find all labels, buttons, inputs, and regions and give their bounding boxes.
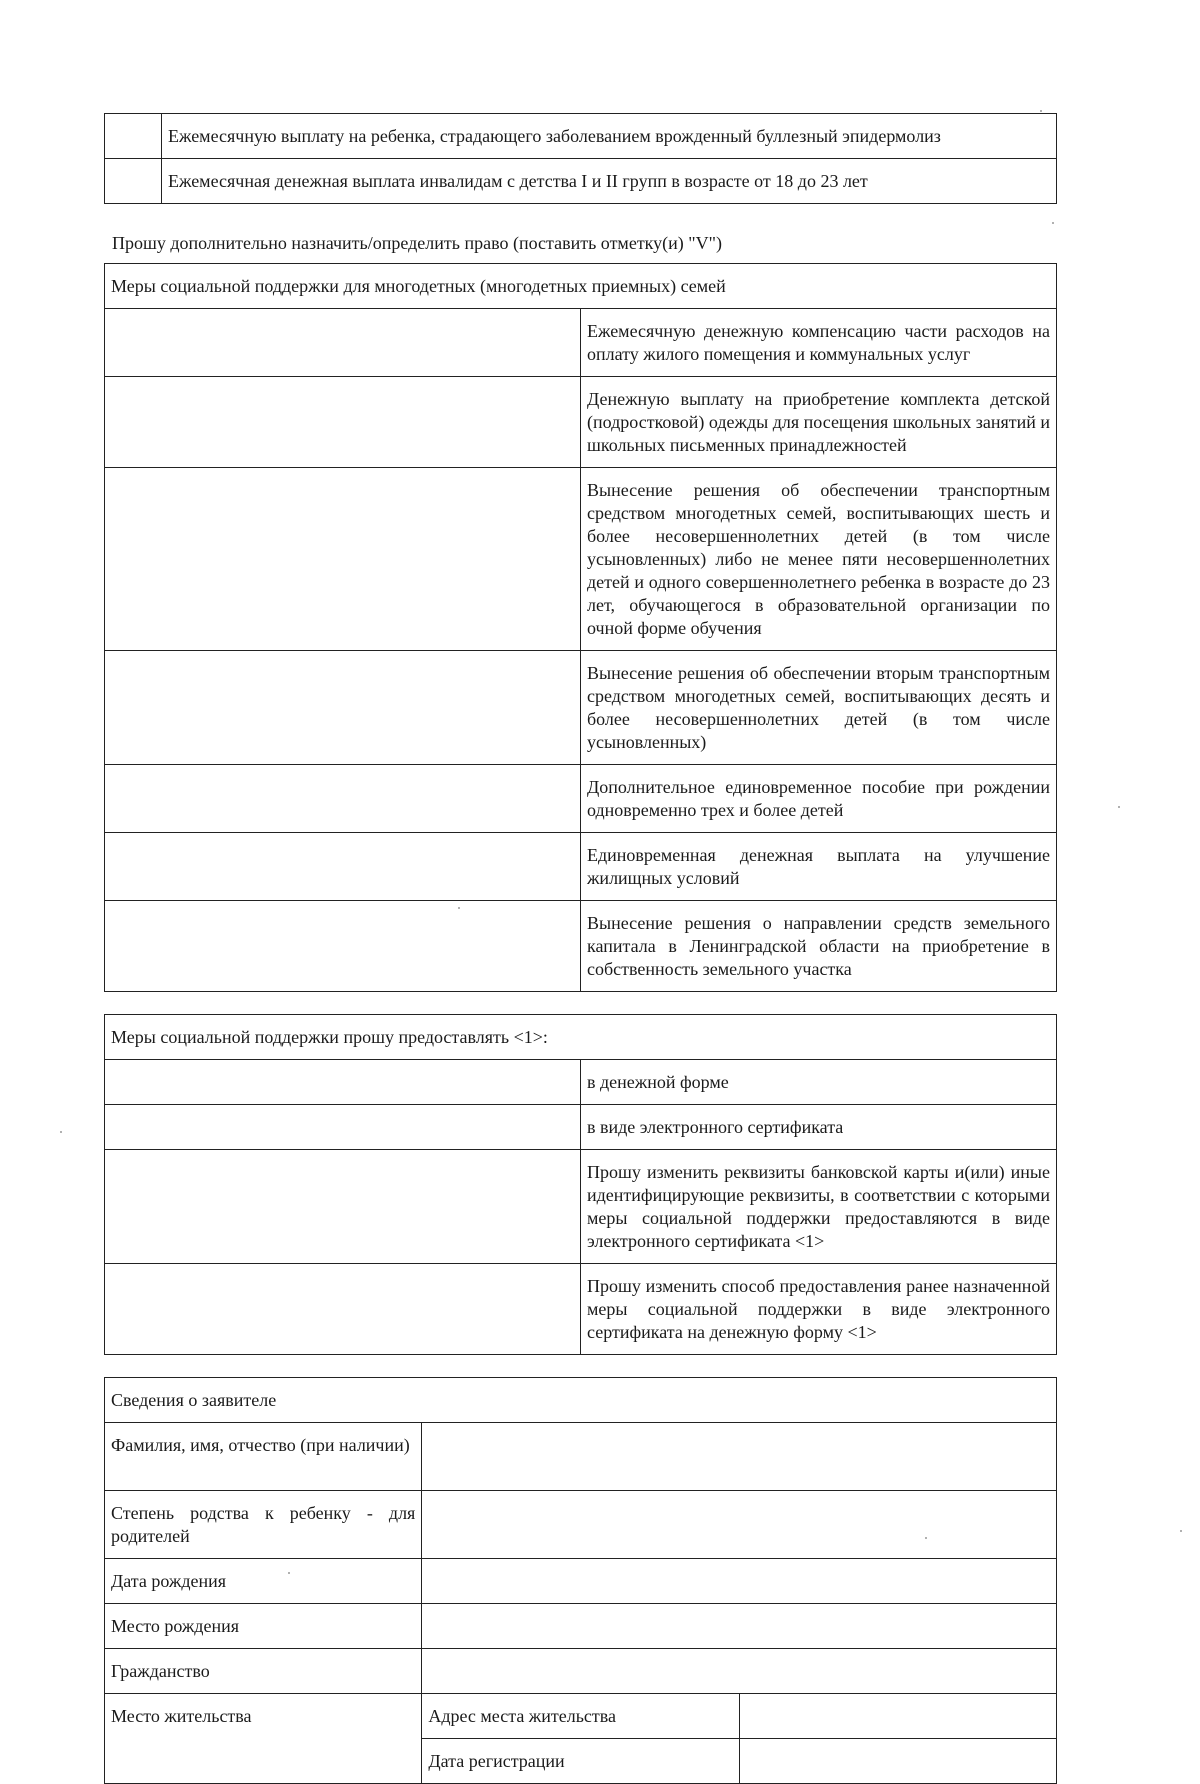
- delivery-option-label: в виде электронного сертификата: [581, 1105, 1057, 1150]
- section-header-row: [105, 264, 1057, 309]
- delivery-option-label: Прошу изменить способ предоставления ранее назначенной меры социальной поддержки в виде электронного сертификата на денежную форму <1>: [581, 1264, 1057, 1355]
- full-name-label: Фамилия, имя, отчество (при наличии): [105, 1423, 422, 1491]
- checkbox-cell[interactable]: [105, 1060, 581, 1105]
- scan-speck: [1040, 110, 1042, 112]
- relation-field[interactable]: [422, 1491, 1057, 1559]
- checkbox-cell[interactable]: [105, 833, 581, 901]
- table-row: [105, 901, 1057, 992]
- benefit-label: Вынесение решения об обеспечении вторым транспортным средством многодетных семей, воспитывающих десять и более несовершеннолетних детей (в том числе усыновленных): [581, 651, 1057, 765]
- benefit-label: Вынесение решения о направлении средств земельного капитала в Ленинградской области на приобретение в собственность земельного участка: [581, 901, 1057, 992]
- residence-label: Место жительства: [105, 1694, 422, 1784]
- table-row: [105, 1694, 1057, 1739]
- checkbox-cell[interactable]: [105, 159, 162, 204]
- table-row: [105, 833, 1057, 901]
- table-row: [105, 1491, 1057, 1559]
- scan-speck: [458, 907, 460, 909]
- table-row: [105, 468, 1057, 651]
- table-row: [105, 1604, 1057, 1649]
- table-row: [105, 651, 1057, 765]
- table-row: [105, 159, 1057, 204]
- form-page: [104, 113, 1057, 1784]
- registration-date-label: Дата регистрации: [422, 1739, 739, 1784]
- birth-date-label: Дата рождения: [105, 1559, 422, 1604]
- benefit-label: Ежемесячную выплату на ребенка, страдающего заболеванием врожденный буллезный эпидермолиз: [162, 114, 1057, 159]
- applicant-title: Сведения о заявителе: [105, 1378, 1057, 1423]
- benefit-label: Денежную выплату на приобретение комплекта детской (подростковой) одежды для посещения школьных занятий и школьных письменных принадлежностей: [581, 377, 1057, 468]
- citizenship-field[interactable]: [422, 1649, 1057, 1694]
- scan-speck: [1052, 222, 1054, 224]
- table-row: [105, 377, 1057, 468]
- residence-address-label: Адрес места жительства: [422, 1694, 739, 1739]
- checkbox-cell[interactable]: [105, 309, 581, 377]
- citizenship-label: Гражданство: [105, 1649, 422, 1694]
- registration-date-field[interactable]: [739, 1739, 1056, 1784]
- benefit-label: Дополнительное единовременное пособие при рождении одновременно трех и более детей: [581, 765, 1057, 833]
- delivery-method-table: [104, 1014, 1057, 1355]
- table-row: [105, 309, 1057, 377]
- benefit-label: Ежемесячную денежную компенсацию части расходов на оплату жилого помещения и коммунальных услуг: [581, 309, 1057, 377]
- checkbox-cell[interactable]: [105, 765, 581, 833]
- delivery-option-label: Прошу изменить реквизиты банковской карты и(или) иные идентифицирующие реквизиты, в соответствии с которыми меры социальной поддержки предоставляются в виде электронного сертификата <1>: [581, 1150, 1057, 1264]
- large-family-title: Меры социальной поддержки для многодетных (многодетных приемных) семей: [105, 264, 1057, 309]
- full-name-field[interactable]: [422, 1423, 1057, 1491]
- checkbox-cell[interactable]: [105, 1150, 581, 1264]
- relation-label: Степень родства к ребенку - для родителей: [105, 1491, 422, 1559]
- checkbox-cell[interactable]: [105, 468, 581, 651]
- checkbox-cell[interactable]: [105, 651, 581, 765]
- scan-speck: [288, 1572, 290, 1574]
- table-row: [105, 1423, 1057, 1491]
- checkbox-cell[interactable]: [105, 1264, 581, 1355]
- delivery-option-label: в денежной форме: [581, 1060, 1057, 1105]
- birth-date-field[interactable]: [422, 1559, 1057, 1604]
- top-benefits-table: [104, 113, 1057, 204]
- checkbox-cell[interactable]: [105, 1105, 581, 1150]
- table-row: [105, 1105, 1057, 1150]
- benefit-label: Ежемесячная денежная выплата инвалидам с детства I и II групп в возрасте от 18 до 23 лет: [162, 159, 1057, 204]
- checkbox-cell[interactable]: [105, 114, 162, 159]
- table-row: [105, 1649, 1057, 1694]
- additional-prompt: Прошу дополнительно назначить/определить право (поставить отметку(и) "V"): [112, 233, 722, 253]
- delivery-title: Меры социальной поддержки прошу предоставлять <1>:: [105, 1015, 1057, 1060]
- section-header-row: [105, 1378, 1057, 1423]
- scan-speck: [1118, 806, 1120, 808]
- applicant-info-table: [104, 1377, 1057, 1784]
- residence-address-field[interactable]: [739, 1694, 1056, 1739]
- section-header-row: [105, 1015, 1057, 1060]
- table-row: [105, 1559, 1057, 1604]
- table-row: [105, 114, 1057, 159]
- benefit-label: Вынесение решения об обеспечении транспортным средством многодетных семей, воспитывающих шесть и более несовершеннолетних детей (в том числе усыновленных) либо не менее пяти несовершеннолетних детей и одного совершеннолетнего ребенка в возрасте до 23 лет, обучающегося в образовательной организации по очной форме обучения: [581, 468, 1057, 651]
- checkbox-cell[interactable]: [105, 377, 581, 468]
- scan-speck: [1180, 1530, 1182, 1532]
- table-row: [105, 1060, 1057, 1105]
- birth-place-label: Место рождения: [105, 1604, 422, 1649]
- table-row: [105, 1150, 1057, 1264]
- scan-speck: [925, 1537, 927, 1539]
- checkbox-cell[interactable]: [105, 901, 581, 992]
- birth-place-field[interactable]: [422, 1604, 1057, 1649]
- large-family-table: [104, 263, 1057, 992]
- table-row: [105, 1264, 1057, 1355]
- scan-speck: [60, 1131, 62, 1133]
- benefit-label: Единовременная денежная выплата на улучшение жилищных условий: [581, 833, 1057, 901]
- table-row: [105, 765, 1057, 833]
